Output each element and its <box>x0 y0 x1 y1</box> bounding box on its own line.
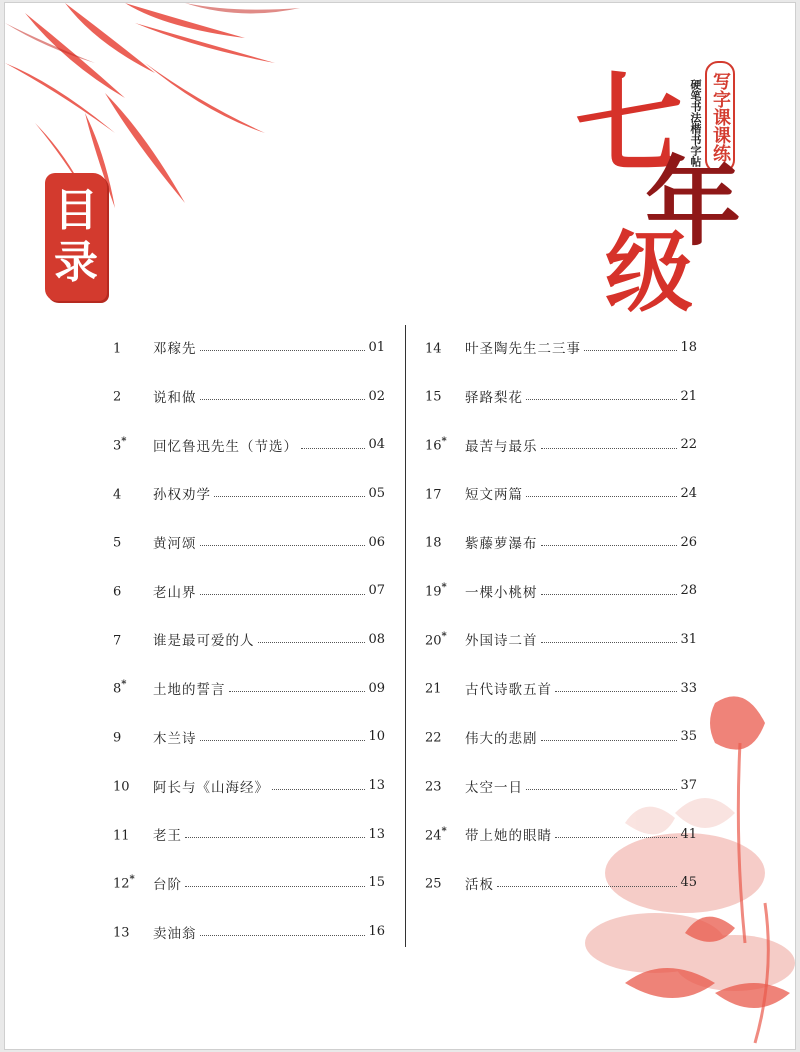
toc-page-number: 22 <box>680 437 697 453</box>
toc-number: 3* <box>113 436 127 454</box>
toc-page-number: 04 <box>368 437 385 453</box>
toc-leader-dots <box>185 836 365 838</box>
toc-number: 18 <box>425 535 442 551</box>
toc-title: 带上她的眼睛 <box>465 828 552 845</box>
toc-number: 21 <box>425 681 442 697</box>
grade-char-2: 年 <box>645 146 741 259</box>
toc-entry[interactable] <box>113 859 385 908</box>
toc-entry[interactable] <box>425 615 697 664</box>
toc-entry[interactable] <box>425 323 697 372</box>
toc-entry[interactable] <box>113 566 385 615</box>
toc-number: 13 <box>113 925 130 941</box>
toc-leader-dots <box>541 544 678 546</box>
toc-number: 2 <box>113 389 122 405</box>
toc-entry[interactable] <box>113 713 385 762</box>
toc-leader-dots <box>258 641 366 643</box>
toc-page-number: 35 <box>680 729 697 745</box>
toc-page-number: 10 <box>368 729 385 745</box>
toc-page-number: 45 <box>680 875 697 891</box>
toc-title: 邓稼先 <box>153 341 197 358</box>
toc-title: 紫藤萝瀑布 <box>465 536 538 553</box>
toc-entry[interactable] <box>113 323 385 372</box>
toc-page-number: 24 <box>680 485 697 501</box>
toc-number: 9 <box>113 730 122 746</box>
toc-title: 叶圣陶先生二三事 <box>465 341 581 358</box>
toc-number: 24* <box>425 825 447 843</box>
toc-page-number: 28 <box>680 583 697 599</box>
toc-leader-dots <box>526 398 677 400</box>
toc-leader-dots <box>200 593 366 595</box>
toc-number: 16* <box>425 436 447 454</box>
toc-left-column <box>113 323 385 956</box>
toc-number: 20* <box>425 630 447 649</box>
toc-title: 阿长与《山海经》 <box>153 779 269 796</box>
toc-leader-dots <box>526 788 677 790</box>
toc-title: 木兰诗 <box>153 730 197 747</box>
toc-page-number: 26 <box>680 534 697 550</box>
grade-char-1: 七 <box>575 62 684 188</box>
toc-entry[interactable] <box>113 615 385 664</box>
toc-entry[interactable] <box>113 810 385 859</box>
toc-title: 卖油翁 <box>153 925 197 942</box>
toc-number: 25 <box>425 876 442 892</box>
toc-leader-dots <box>272 788 365 790</box>
toc-title: 短文两篇 <box>465 487 523 504</box>
toc-page-number: 09 <box>368 680 385 696</box>
toc-page-number: 21 <box>680 388 697 404</box>
toc-leader-dots <box>541 593 678 595</box>
toc-page-number: 33 <box>680 680 697 696</box>
toc-page-number: 13 <box>368 826 385 842</box>
toc-title: 台阶 <box>153 876 182 893</box>
toc-title: 驿路梨花 <box>465 390 523 407</box>
toc-title: 说和做 <box>153 390 197 407</box>
toc-leader-dots <box>497 885 677 887</box>
toc-entry[interactable] <box>113 761 385 810</box>
toc-entry[interactable] <box>425 372 697 421</box>
toc-entry[interactable] <box>425 761 697 810</box>
contents-seal <box>45 173 107 301</box>
toc-leader-dots <box>541 447 678 449</box>
series-label: 写字课课练 <box>705 61 735 173</box>
toc-leader-dots <box>200 398 366 400</box>
toc-entry[interactable] <box>113 372 385 421</box>
toc-leader-dots <box>541 739 678 741</box>
toc-title: 一棵小桃树 <box>465 584 538 601</box>
toc-title: 黄河颂 <box>153 536 197 553</box>
toc-entry[interactable] <box>425 420 697 469</box>
toc-entry[interactable] <box>113 664 385 713</box>
toc-number: 19* <box>425 582 447 600</box>
toc-title: 古代诗歌五首 <box>465 682 552 699</box>
toc-number: 7 <box>113 633 122 649</box>
toc-title: 最苦与最乐 <box>465 438 538 455</box>
toc-leader-dots <box>200 739 366 741</box>
toc-title: 回忆鲁迅先生（节选） <box>153 438 298 455</box>
toc-number: 6 <box>113 584 122 600</box>
toc-title: 伟大的悲剧 <box>465 730 538 747</box>
toc-entry[interactable] <box>425 859 697 908</box>
toc-page-number: 15 <box>368 875 385 891</box>
contents-seal-char-1: 目 <box>54 185 98 236</box>
toc-leader-dots <box>555 690 677 692</box>
toc-page-number: 07 <box>368 583 385 599</box>
toc-leader-dots <box>214 495 365 497</box>
toc-leader-dots <box>541 641 678 643</box>
toc-entry[interactable] <box>113 907 385 956</box>
toc-leader-dots <box>229 690 366 692</box>
toc-leader-dots <box>185 885 365 887</box>
toc-title: 活板 <box>465 876 494 893</box>
toc-entry[interactable] <box>425 518 697 567</box>
toc-title: 谁是最可爱的人 <box>153 633 255 650</box>
toc-entry[interactable] <box>425 664 697 713</box>
toc-number: 17 <box>425 487 442 503</box>
toc-number: 15 <box>425 389 442 405</box>
toc-leader-dots <box>301 447 365 449</box>
toc-page-number: 08 <box>368 631 385 647</box>
toc-leader-dots <box>555 836 677 838</box>
toc-entry[interactable] <box>425 469 697 518</box>
toc-title: 太空一日 <box>465 779 523 796</box>
toc-page-number: 01 <box>368 339 385 355</box>
toc-page-number: 31 <box>680 631 697 647</box>
toc-leader-dots <box>200 934 366 936</box>
toc-page-number: 16 <box>368 924 385 940</box>
toc-number: 14 <box>425 341 442 356</box>
toc-entry[interactable] <box>425 713 697 762</box>
toc-number: 11 <box>113 827 130 843</box>
toc-entry[interactable] <box>113 420 385 469</box>
toc-page-number: 05 <box>368 485 385 501</box>
grade-char-3: 级 <box>605 220 694 324</box>
toc-title: 老山界 <box>153 584 197 601</box>
toc-right-column <box>425 323 697 907</box>
subtitle: 硬笔书法楷书字帖 <box>689 79 702 167</box>
toc-page-number: 18 <box>680 339 697 355</box>
toc-number: 10 <box>113 779 130 795</box>
toc-number: 4 <box>113 487 122 503</box>
contents-seal-char-2: 录 <box>54 237 98 288</box>
toc-title: 孙权劝学 <box>153 487 211 504</box>
page <box>4 2 796 1050</box>
toc-leader-dots <box>526 495 677 497</box>
toc-number: 12* <box>113 874 135 892</box>
toc-page-number: 13 <box>368 778 385 794</box>
toc-page-number: 06 <box>368 534 385 550</box>
toc-entry[interactable] <box>113 469 385 518</box>
toc-title: 外国诗二首 <box>465 633 538 650</box>
column-divider <box>405 325 406 947</box>
toc-leader-dots <box>584 349 677 351</box>
toc-page-number: 41 <box>680 826 697 842</box>
toc-title: 土地的誓言 <box>153 682 226 699</box>
toc-entry[interactable] <box>113 518 385 567</box>
toc-page-number: 37 <box>680 778 697 794</box>
toc-number: 5 <box>113 535 122 551</box>
toc-leader-dots <box>200 544 366 546</box>
toc-entry[interactable] <box>425 810 697 859</box>
toc-leader-dots <box>200 349 366 351</box>
toc-page-number: 02 <box>368 388 385 404</box>
toc-entry[interactable] <box>425 566 697 615</box>
toc-number: 22 <box>425 730 442 746</box>
toc-number: 23 <box>425 779 442 795</box>
toc-number: 8* <box>113 679 127 697</box>
toc-number: 1 <box>113 341 122 356</box>
toc-title: 老王 <box>153 828 182 845</box>
